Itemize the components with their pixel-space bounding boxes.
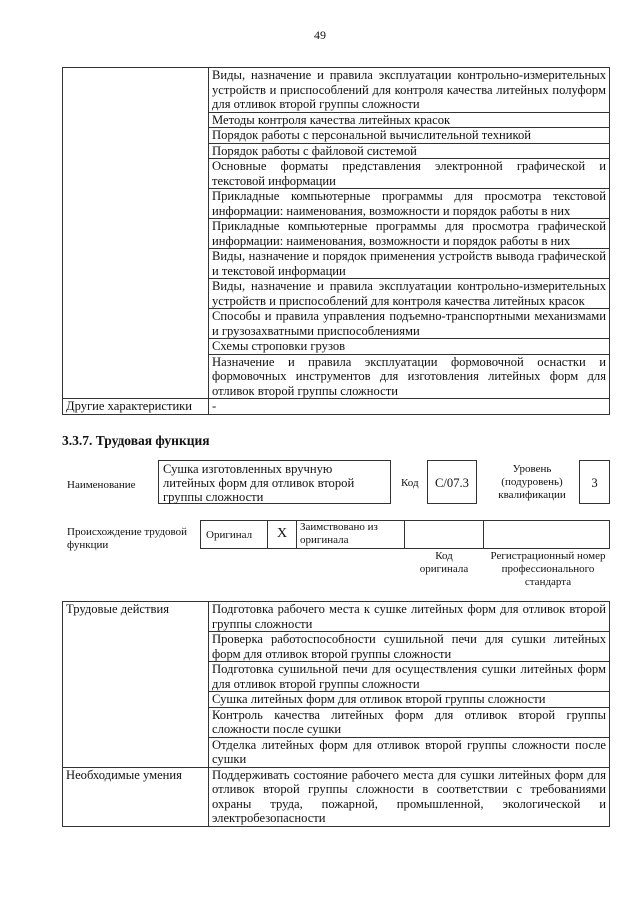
origin-label: Происхождение трудовой функции [67, 526, 188, 551]
table-cell: Схемы строповки грузов [209, 339, 610, 355]
table-row [63, 767, 610, 826]
table-row [63, 602, 610, 632]
table-cell: Сушка литейных форм для отливок второй группы сложности [209, 692, 610, 708]
table-cell-empty [63, 68, 209, 399]
code-value: C/07.3 [435, 476, 469, 490]
code-label: Код [401, 477, 419, 489]
table-cell: Прикладные компьютерные программы для просмотра текстовой информации: наименования, возможности и порядок работы в них [209, 189, 610, 219]
original-mark: X [276, 526, 288, 541]
table-cell: Виды, назначение и правила эксплуатации контрольно-измерительных устройств и приспособлений для контроля качества литейных красок [209, 279, 610, 309]
code-box [427, 460, 477, 504]
knowledge-table [62, 67, 610, 415]
table-cell: Виды, назначение и порядок применения устройств вывода графической и текстовой информации [209, 249, 610, 279]
original-label: Оригинал [206, 529, 253, 541]
labor-actions-table [62, 601, 610, 827]
divider [267, 520, 268, 549]
table-cell: Подготовка сушильной печи для осуществления сушки литейных форм для отливок второй группы сложности [209, 662, 610, 692]
actions-label: Трудовые действия [63, 602, 209, 768]
reg-number-caption: Регистрационный номер профессионального стандарта [490, 550, 606, 588]
table-cell: Способы и правила управления подъемно-транспортными механизмами и грузозахватными приспособлениями [209, 309, 610, 339]
page-number: 49 [314, 28, 326, 42]
other-characteristics-value: - [209, 399, 610, 415]
divider [404, 520, 405, 549]
table-cell: Порядок работы с файловой системой [209, 143, 610, 159]
section-title: 3.3.7. Трудовая функция [62, 433, 210, 448]
name-label: Наименование [67, 479, 136, 491]
code-original-caption: Код оригинала [419, 550, 469, 575]
table-cell: Порядок работы с персональной вычислительной техникой [209, 128, 610, 144]
divider [483, 520, 484, 549]
borrowed-label: Заимствовано из оригинала [300, 521, 378, 546]
table-cell: Отделка литейных форм для отливок второй группы сложности после сушки [209, 737, 610, 767]
table-cell: Проверка работоспособности сушильной печи для сушки литейных форм для отливок второй группы сложности [209, 632, 610, 662]
table-cell: Методы контроля качества литейных красок [209, 112, 610, 128]
function-name-value: Сушка изготовленных вручную литейных форм для отливок второй группы сложности [163, 462, 355, 504]
skills-label: Необходимые умения [63, 767, 209, 826]
table-row [63, 399, 610, 415]
divider [296, 520, 297, 549]
table-cell: Поддерживать состояние рабочего места для сушки литейных форм для отливок второй группы сложности в соответствии с требованиями охраны труда, пожарной, промышленной, экологической и электробезопасности [209, 767, 610, 826]
origin-box [200, 520, 610, 549]
level-label: Уровень (подуровень) квалификации [498, 463, 566, 501]
table-cell: Подготовка рабочего места к сушке литейных форм для отливок второй группы сложности [209, 602, 610, 632]
function-name-box [158, 460, 391, 504]
table-cell: Назначение и правила эксплуатации формовочной оснастки и формовочных инструментов для изготовления литейных форм для отливок второй группы сложности [209, 354, 610, 399]
level-value: 3 [591, 476, 598, 490]
table-cell: Контроль качества литейных форм для отливок второй группы сложности после сушки [209, 707, 610, 737]
table-row [63, 68, 610, 113]
table-cell: Виды, назначение и правила эксплуатации контрольно-измерительных устройств и приспособлений для контроля качества литейных полуформ для отливок второй группы сложности [209, 68, 610, 113]
table-cell: Основные форматы представления электронной графической и текстовой информации [209, 159, 610, 189]
level-box [579, 460, 610, 504]
table-cell: Прикладные компьютерные программы для просмотра графической информации: наименования, возможности и порядок работы в них [209, 219, 610, 249]
other-characteristics-label: Другие характеристики [63, 399, 209, 415]
